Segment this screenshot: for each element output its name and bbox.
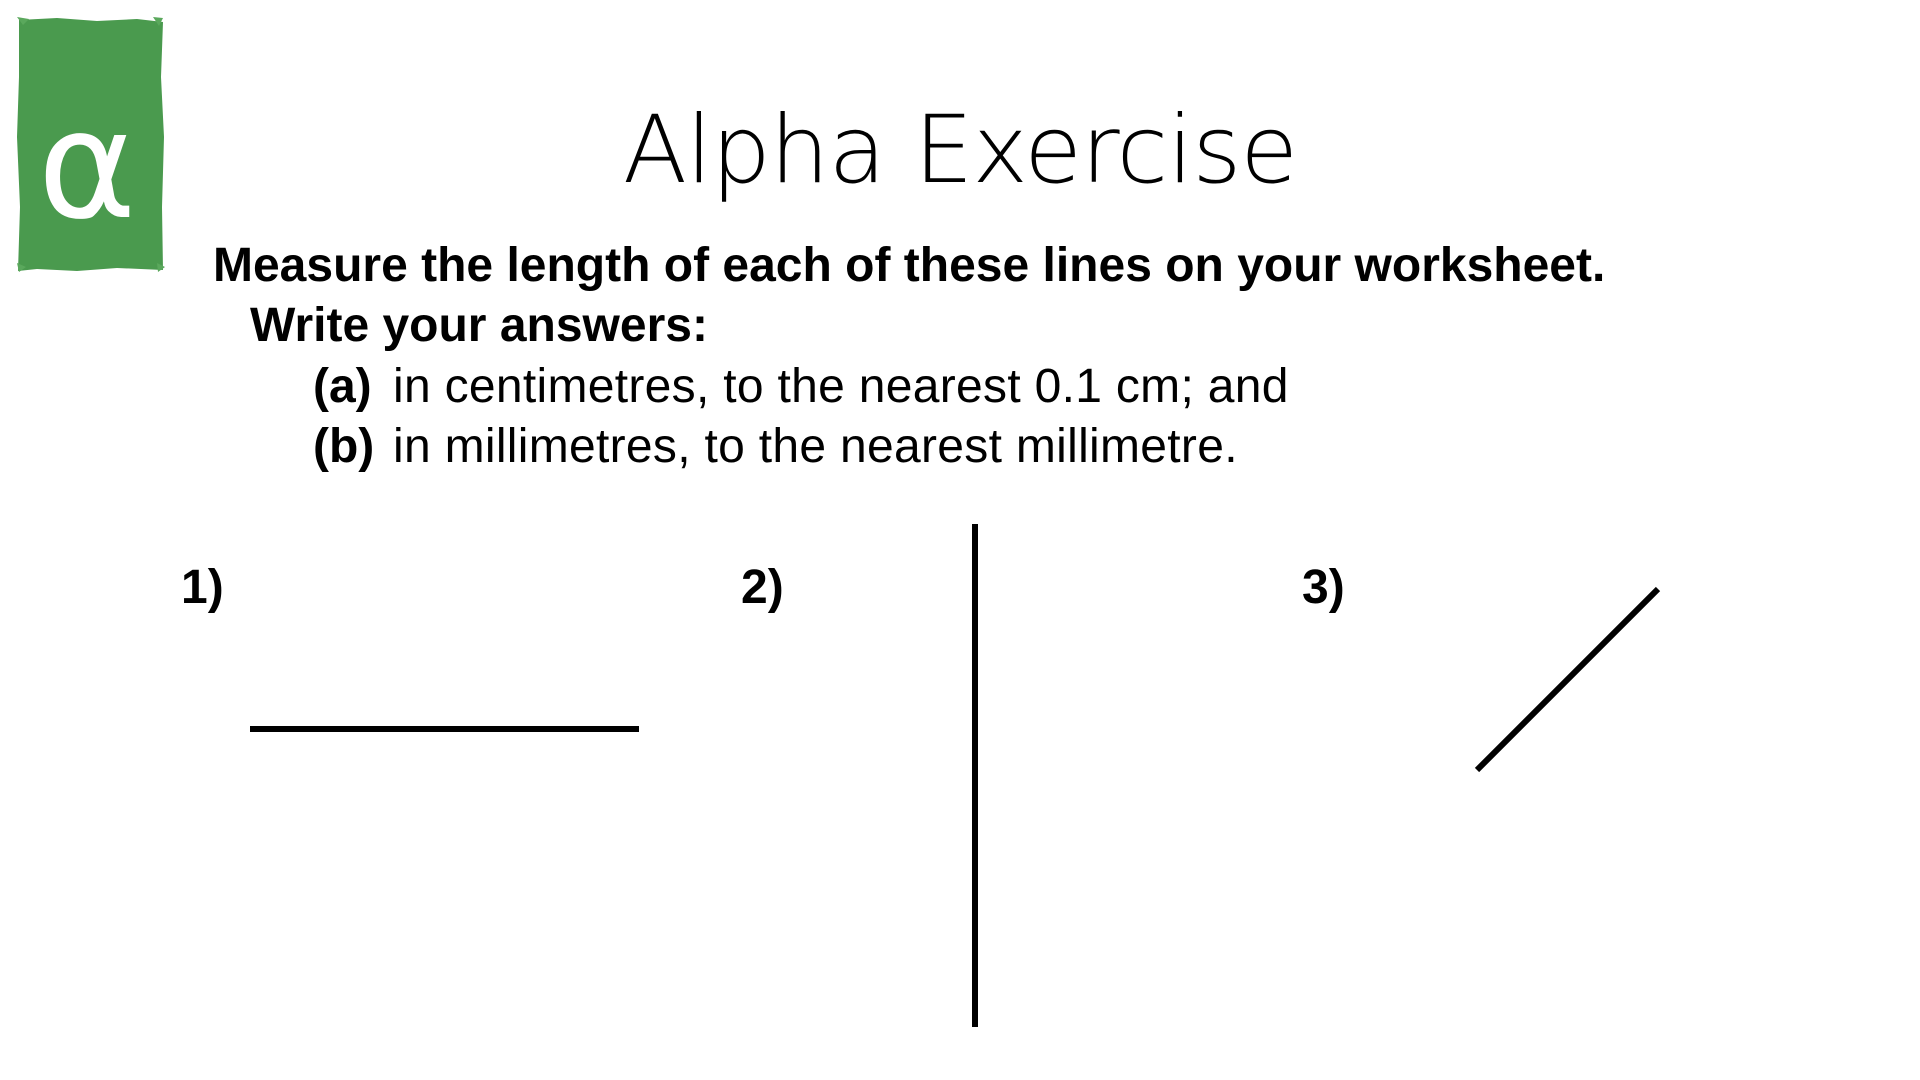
- part-b-label: (b): [313, 420, 375, 473]
- question-3-number: 3): [1302, 561, 1345, 614]
- alpha-glyph: α: [37, 79, 137, 253]
- question-2-number: 2): [741, 561, 784, 614]
- question-1-number: 1): [181, 561, 224, 614]
- instruction-main: Measure the length of each of these lines on your worksheet.: [213, 239, 1606, 292]
- line-3-diagonal: [1477, 589, 1658, 770]
- page-title: Alpha Exercise: [622, 96, 1298, 205]
- part-a-label: (a): [313, 360, 372, 413]
- instruction-answers: Write your answers:: [250, 299, 708, 352]
- part-a-text: in centimetres, to the nearest 0.1 cm; and: [393, 360, 1289, 413]
- part-b-text: in millimetres, to the nearest millimetre.: [393, 420, 1238, 473]
